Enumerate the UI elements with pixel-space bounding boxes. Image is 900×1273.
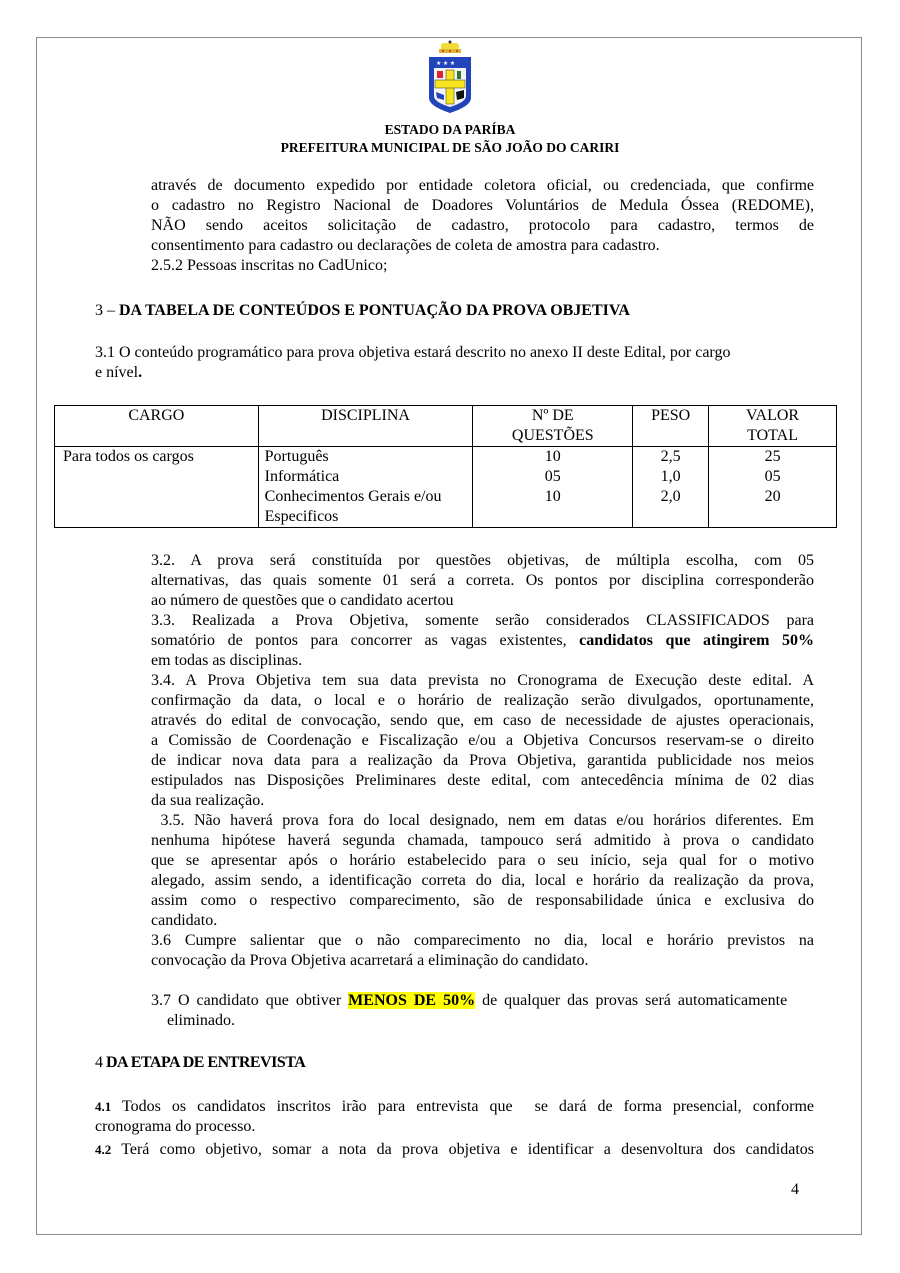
valor-value: 05 (764, 468, 781, 485)
cell-valor (709, 447, 837, 528)
p37-text: de qualquer das provas será automaticamente (475, 992, 788, 1009)
header-line: VALOR (746, 407, 800, 424)
p35-line: candidato. (151, 912, 218, 929)
valor-value: 25 (764, 448, 781, 465)
p42-number: 4.2 (95, 1142, 112, 1157)
peso-value: 2,5 (660, 448, 681, 465)
section-number: 4 (95, 1054, 106, 1071)
p37-line-2: eliminado. (167, 1012, 235, 1029)
score-table (54, 405, 837, 528)
p42-line (95, 1140, 814, 1160)
header-questoes (473, 406, 633, 447)
header-line: QUESTÕES (511, 427, 594, 444)
discipline: Português (264, 448, 329, 465)
item-2-5-2: 2.5.2 Pessoas inscritas no CadUnico; (151, 257, 388, 274)
p33-line: 3.3. Realizada a Prova Objetiva, somente serão considerados CLASSIFICADOS para (151, 612, 814, 629)
header-peso: PESO (633, 406, 709, 447)
peso-value: 2,0 (660, 488, 681, 505)
paragraph-3-7 (151, 991, 871, 1011)
p41-number: 4.1 (95, 1099, 112, 1114)
section-title: DA TABELA DE CONTEÚDOS E PONTUAÇÃO DA PROVA OBJETIVA (119, 302, 630, 319)
cell-disciplina (258, 447, 473, 528)
questoes-value: 10 (544, 488, 561, 505)
p41-line: cronograma do processo. (95, 1118, 256, 1135)
intro-paragraph (151, 176, 814, 276)
discipline: Conhecimentos Gerais e/ou (264, 488, 442, 505)
p32-line: 3.2. A prova será constituída por questões objetivas, de múltipla escolha, com 05 (151, 552, 814, 569)
p33-bold: candidatos que atingirem 50% (579, 632, 814, 649)
p34-line: estipulados nas Disposições Preliminares deste edital, com antecedência mínima de 02 dias (151, 772, 814, 789)
p34-line: através do edital de convocação, sendo que, em caso de necessidade de ajustes operacionais, (151, 712, 814, 729)
p34-line: a Comissão de Coordenação e Fiscalização e/ou a Objetiva Concursos reservam-se o direito (151, 732, 814, 749)
paragraph-4-1 (95, 1097, 814, 1137)
p34-line: confirmação da data, o local e o horário de realização serão divulgados, oportunamente, (151, 692, 814, 709)
p34-line: 3.4. A Prova Objetiva tem sua data prevista no Cronograma de Execução deste edital. A (151, 672, 814, 689)
p42-text: Terá como objetivo, somar a nota da prova objetiva e identificar a desenvoltura dos candidatos (111, 1141, 814, 1158)
header-line: TOTAL (747, 427, 798, 444)
questoes-value: 05 (544, 468, 561, 485)
p41-text: Todos os candidatos inscritos irão para entrevista que se dará de forma presencial, conforme (111, 1098, 814, 1115)
discipline: Especificos (264, 508, 339, 525)
p33-text: somatório de pontos para concorrer as vagas existentes, (151, 632, 580, 649)
p35-line: alegado, assim sendo, a identificação correta do dia, local e horário da realização da prova, (151, 872, 814, 889)
p32-line: ao número de questões que o candidato acertou (151, 592, 454, 609)
p37-highlight: MENOS DE 50% (348, 992, 476, 1009)
section-title: DA ETAPA DE ENTREVISTA (106, 1054, 306, 1071)
table-row (55, 447, 837, 528)
header-disciplina: DISCIPLINA (258, 406, 473, 447)
p33-line (151, 631, 814, 651)
paragraph-3-1 (95, 343, 815, 383)
p35-line: 3.5. Não haverá prova fora do local designado, nem em datas e/ou horários diferentes. Em (151, 812, 814, 829)
intro-line: NÃO sendo aceitos solicitação de cadastro, protocolo para cadastro, termos de (151, 217, 814, 234)
cell-questoes (473, 447, 633, 528)
header-line: Nº DE (531, 407, 574, 424)
p31-period: . (138, 364, 143, 381)
valor-value: 20 (764, 488, 781, 505)
p34-line: de indicar nova data para a realização da Prova Objetiva, garantida publicidade nos meios (151, 752, 814, 769)
p36-line: 3.6 Cumpre salientar que o não comparecimento no dia, local e horário previstos na (151, 932, 814, 949)
discipline: Informática (264, 468, 340, 485)
intro-line: consentimento para cadastro ou declarações de coleta de amostra para cadastro. (151, 237, 660, 254)
intro-line: através de documento expedido por entidade coletora oficial, ou credenciada, que confirme (151, 177, 814, 194)
p41-line (95, 1097, 814, 1117)
paragraphs-3-2-to-3-6 (151, 551, 814, 971)
p32-line: alternativas, das quais somente 01 será a correta. Os pontos por disciplina corresponderão (151, 572, 814, 589)
section-number: 3 – (95, 302, 119, 319)
p34-line: da sua realização. (151, 792, 265, 809)
cell-cargo: Para todos os cargos (55, 447, 259, 528)
questoes-value: 10 (544, 448, 561, 465)
section-4-heading (95, 1053, 305, 1073)
p31-line: 3.1 O conteúdo programático para prova objetiva estará descrito no anexo II deste Edital, por cargo (95, 344, 731, 361)
p35-line: nenhuma hipótese haverá segunda chamada, tampouco será admitido à prova o candidato (151, 832, 814, 849)
coat-of-arms-icon (424, 40, 476, 115)
p33-line: em todas as disciplinas. (151, 652, 303, 669)
cell-peso (633, 447, 709, 528)
header-cargo: CARGO (55, 406, 259, 447)
svg-text:★ ★ ★: ★ ★ ★ (436, 61, 456, 67)
p35-line: assim como o respectivo comparecimento, são de responsabilidade única e exclusiva do (151, 892, 814, 909)
header-municipality: PREFEITURA MUNICIPAL DE SÃO JOÃO DO CARIRI (280, 140, 620, 155)
p31-line: e nível (95, 364, 139, 381)
peso-value: 1,0 (660, 468, 681, 485)
table-header-row (55, 406, 837, 447)
p36-line: convocação da Prova Objetiva acarretará a eliminação do candidato. (151, 952, 589, 969)
section-3-heading (95, 301, 630, 321)
page-number: 4 (791, 1181, 799, 1198)
header-valor (709, 406, 837, 447)
p37-text: 3.7 O candidato que obtiver (151, 992, 349, 1009)
intro-line: o cadastro no Registro Nacional de Doadores Voluntários de Medula Óssea (REDOME), (151, 197, 814, 214)
paragraph-4-2 (95, 1140, 814, 1160)
header-state: ESTADO DA PARÍBA (384, 122, 516, 137)
p35-line: que se apresentar após o horário estabelecido para o seu início, seja qual for o motivo (151, 852, 814, 869)
